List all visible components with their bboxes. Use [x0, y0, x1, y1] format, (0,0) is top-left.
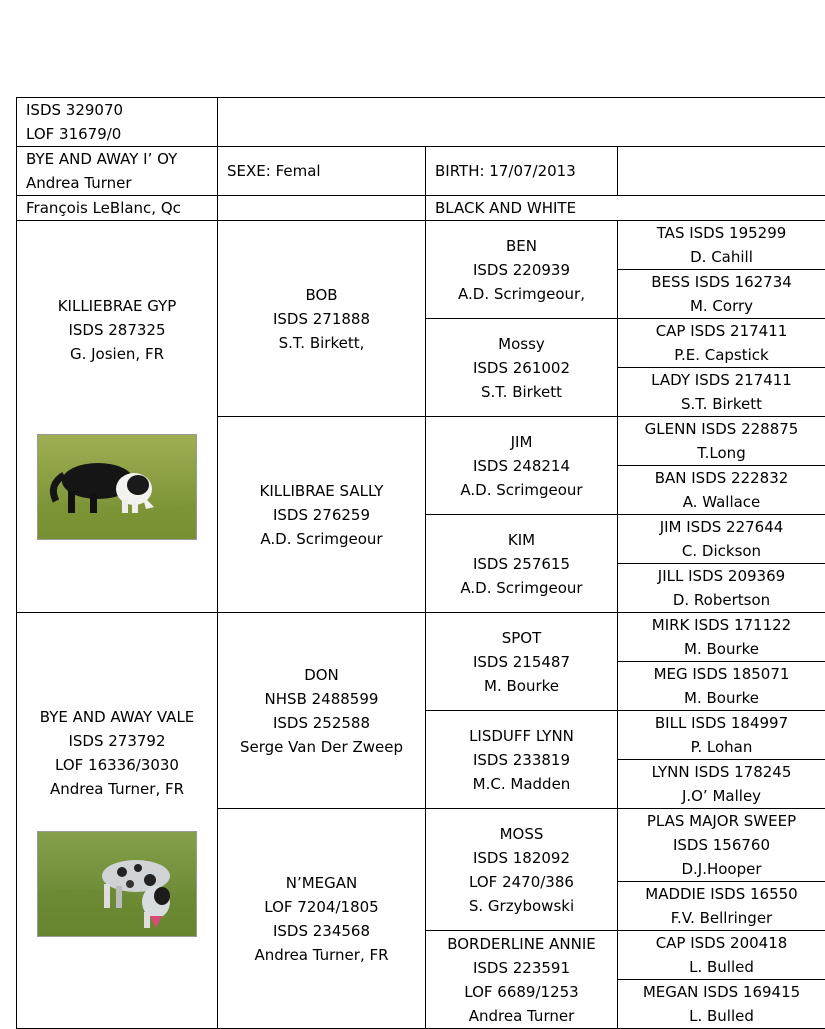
- ancestor-registration: NHSB 2488599: [222, 687, 421, 711]
- ancestor-name: BEN: [430, 234, 613, 258]
- ancestor-owner: A.D. Scrimgeour: [430, 478, 613, 502]
- dog-lof: LOF 31679/0: [26, 122, 213, 146]
- ancestor-lof: LOF 7204/1805: [222, 895, 421, 919]
- great-grandparent-cell: [618, 417, 825, 466]
- great-grandparent-cell: [618, 980, 825, 1029]
- ancestor-owner: M. Bourke: [430, 674, 613, 698]
- ancestor-name: LISDUFF LYNN: [430, 724, 613, 748]
- ancestor-owner: A. Wallace: [622, 490, 821, 514]
- sire-owner: G. Josien, FR: [21, 342, 213, 366]
- empty-header-cell: [218, 98, 825, 147]
- ancestor-name: Mossy: [430, 332, 613, 356]
- header-row-breeder: [17, 196, 825, 221]
- ancestor-owner: M. Bourke: [622, 686, 821, 710]
- ancestor-name: BILL ISDS 184997: [622, 711, 821, 735]
- ancestor-owner: Andrea Turner, FR: [222, 943, 421, 967]
- ancestor-name: LADY ISDS 217411: [622, 368, 821, 392]
- pedigree-row: [17, 613, 825, 662]
- empty-cell: [218, 196, 426, 221]
- ancestor-name: N’MEGAN: [222, 871, 421, 895]
- sire-name: KILLIEBRAE GYP: [21, 294, 213, 318]
- ancestor-isds: ISDS 156760: [622, 833, 821, 857]
- color-cell: BLACK AND WHITE: [426, 196, 825, 221]
- ancestor-name: LYNN ISDS 178245: [622, 760, 821, 784]
- dam-sire-dam-cell: [426, 711, 618, 809]
- dam-isds: ISDS 273792: [21, 729, 213, 753]
- dam-dam-sire-cell: [426, 809, 618, 931]
- ancestor-isds: ISDS 252588: [222, 711, 421, 735]
- ancestor-name: JILL ISDS 209369: [622, 564, 821, 588]
- empty-cell: [618, 147, 825, 196]
- great-grandparent-cell: [618, 368, 825, 417]
- sire-sire-dam-cell: [426, 319, 618, 417]
- ancestor-name: GLENN ISDS 228875: [622, 417, 821, 441]
- ancestor-isds: ISDS 248214: [430, 454, 613, 478]
- ancestor-owner: D. Cahill: [622, 245, 821, 269]
- sire-isds: ISDS 287325: [21, 318, 213, 342]
- sex-cell: SEXE: Femal: [218, 147, 426, 196]
- ancestor-isds: ISDS 234568: [222, 919, 421, 943]
- ancestor-owner: D.J.Hooper: [622, 857, 821, 881]
- registration-cell: [17, 98, 218, 147]
- ancestor-name: KIM: [430, 528, 613, 552]
- ancestor-owner: J.O’ Malley: [622, 784, 821, 808]
- great-grandparent-cell: [618, 882, 825, 931]
- ancestor-owner: M. Corry: [622, 294, 821, 318]
- ancestor-owner: A.D. Scrimgeour,: [430, 282, 613, 306]
- sire-cell: [17, 221, 218, 613]
- ancestor-owner: F.V. Bellringer: [622, 906, 821, 930]
- ancestor-owner: M. Bourke: [622, 637, 821, 661]
- sire-sire-cell: [218, 221, 426, 417]
- ancestor-name: BORDERLINE ANNIE: [430, 932, 613, 956]
- dam-cell: [17, 613, 218, 1029]
- ancestor-name: JIM: [430, 430, 613, 454]
- dam-dam-cell: [218, 809, 426, 1029]
- dam-lof: LOF 16336/3030: [21, 753, 213, 777]
- dam-name: BYE AND AWAY VALE: [21, 705, 213, 729]
- dam-owner: Andrea Turner, FR: [21, 777, 213, 801]
- great-grandparent-cell: [618, 809, 825, 882]
- ancestor-name: SPOT: [430, 626, 613, 650]
- ancestor-name: DON: [222, 663, 421, 687]
- ancestor-isds: ISDS 276259: [222, 503, 421, 527]
- ancestor-name: MOSS: [430, 822, 613, 846]
- ancestor-owner: Andrea Turner: [430, 1004, 613, 1028]
- ancestor-isds: ISDS 271888: [222, 307, 421, 331]
- ancestor-name: JIM ISDS 227644: [622, 515, 821, 539]
- birth-cell: BIRTH: 17/07/2013: [426, 147, 618, 196]
- ancestor-lof: LOF 2470/386: [430, 870, 613, 894]
- dam-sire-sire-cell: [426, 613, 618, 711]
- great-grandparent-cell: [618, 760, 825, 809]
- black-and-white-border-collie-photo: [37, 434, 197, 540]
- great-grandparent-cell: [618, 662, 825, 711]
- sire-sire-sire-cell: [426, 221, 618, 319]
- ancestor-owner: M.C. Madden: [430, 772, 613, 796]
- header-row-registration: [17, 98, 825, 147]
- ancestor-name: BOB: [222, 283, 421, 307]
- ancestor-name: KILLIBRAE SALLY: [222, 479, 421, 503]
- ancestor-isds: ISDS 233819: [430, 748, 613, 772]
- ancestor-owner: T.Long: [622, 441, 821, 465]
- great-grandparent-cell: [618, 319, 825, 368]
- dog-isds: ISDS 329070: [26, 98, 213, 122]
- ancestor-owner: S. Grzybowski: [430, 894, 613, 918]
- ancestor-owner: P.E. Capstick: [622, 343, 821, 367]
- great-grandparent-cell: [618, 270, 825, 319]
- ancestor-name: CAP ISDS 217411: [622, 319, 821, 343]
- ancestor-owner: S.T. Birkett: [430, 380, 613, 404]
- ancestor-lof: LOF 6689/1253: [430, 980, 613, 1004]
- header-row-identity: [17, 147, 825, 196]
- ancestor-owner: L. Bulled: [622, 955, 821, 979]
- ancestor-isds: ISDS 257615: [430, 552, 613, 576]
- great-grandparent-cell: [618, 711, 825, 760]
- sire-dam-cell: [218, 417, 426, 613]
- merle-border-collie-photo: [37, 831, 197, 937]
- ancestor-name: MIRK ISDS 171122: [622, 613, 821, 637]
- ancestor-owner: S.T. Birkett: [622, 392, 821, 416]
- ancestor-isds: ISDS 223591: [430, 956, 613, 980]
- dam-dam-dam-cell: [426, 931, 618, 1029]
- great-grandparent-cell: [618, 931, 825, 980]
- ancestor-isds: ISDS 220939: [430, 258, 613, 282]
- ancestor-name: MADDIE ISDS 16550: [622, 882, 821, 906]
- ancestor-isds: ISDS 182092: [430, 846, 613, 870]
- ancestor-owner: S.T. Birkett,: [222, 331, 421, 355]
- great-grandparent-cell: [618, 221, 825, 270]
- ancestor-owner: A.D. Scrimgeour: [430, 576, 613, 600]
- sire-dam-dam-cell: [426, 515, 618, 613]
- ancestor-owner: C. Dickson: [622, 539, 821, 563]
- breeder-cell: François LeBlanc, Qc: [17, 196, 218, 221]
- sire-dam-sire-cell: [426, 417, 618, 515]
- ancestor-owner: D. Robertson: [622, 588, 821, 612]
- ancestor-name: BESS ISDS 162734: [622, 270, 821, 294]
- ancestor-owner: L. Bulled: [622, 1004, 821, 1028]
- dog-name: BYE AND AWAY I’ OY: [26, 147, 213, 171]
- ancestor-owner: Serge Van Der Zweep: [222, 735, 421, 759]
- ancestor-name: BAN ISDS 222832: [622, 466, 821, 490]
- ancestor-name: PLAS MAJOR SWEEP: [622, 809, 821, 833]
- ancestor-name: TAS ISDS 195299: [622, 221, 821, 245]
- dog-owner: Andrea Turner: [26, 171, 213, 195]
- ancestor-isds: ISDS 261002: [430, 356, 613, 380]
- great-grandparent-cell: [618, 564, 825, 613]
- ancestor-name: MEGAN ISDS 169415: [622, 980, 821, 1004]
- great-grandparent-cell: [618, 466, 825, 515]
- ancestor-isds: ISDS 215487: [430, 650, 613, 674]
- ancestor-name: MEG ISDS 185071: [622, 662, 821, 686]
- ancestor-owner: P. Lohan: [622, 735, 821, 759]
- pedigree-row: [17, 221, 825, 270]
- great-grandparent-cell: [618, 515, 825, 564]
- ancestor-name: CAP ISDS 200418: [622, 931, 821, 955]
- great-grandparent-cell: [618, 613, 825, 662]
- dog-name-cell: [17, 147, 218, 196]
- pedigree-table: [16, 97, 825, 1029]
- ancestor-owner: A.D. Scrimgeour: [222, 527, 421, 551]
- dam-sire-cell: [218, 613, 426, 809]
